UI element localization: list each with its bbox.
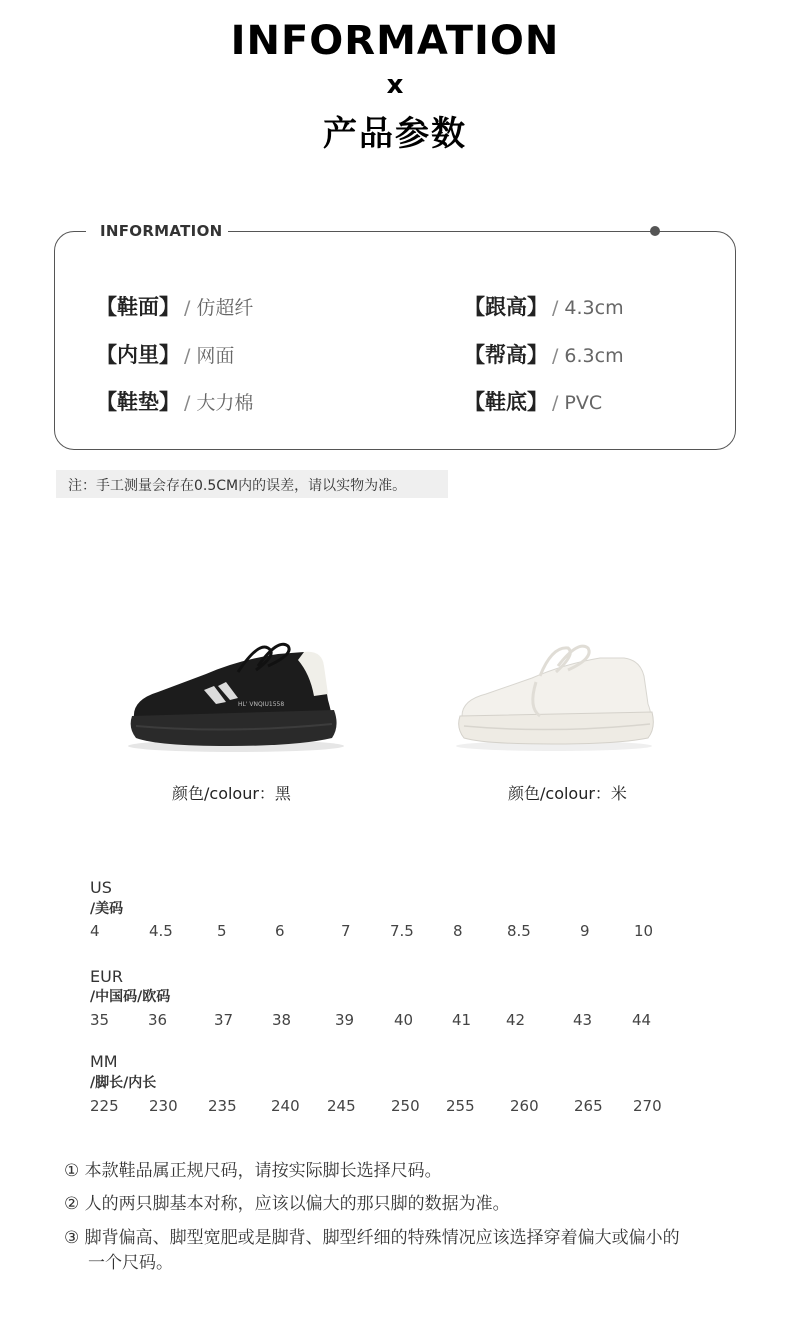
tip-item bbox=[64, 1158, 442, 1184]
size-mm-subheading: /脚长/内长 bbox=[90, 1075, 157, 1091]
spec-separator: / bbox=[552, 392, 559, 414]
svg-text:HL' VNQIU1558: HL' VNQIU1558 bbox=[238, 701, 285, 708]
size-mm-value: 245 bbox=[327, 1097, 356, 1115]
spec-value: 6.3cm bbox=[564, 345, 624, 367]
size-us-heading: US bbox=[90, 878, 112, 897]
size-eur-value: 44 bbox=[632, 1011, 652, 1029]
spec-key: 【内里】 bbox=[96, 343, 180, 367]
spec-key: 【鞋面】 bbox=[96, 295, 180, 319]
tip-item bbox=[64, 1225, 680, 1251]
size-us-value: 5 bbox=[217, 922, 227, 940]
size-mm-value: 260 bbox=[510, 1097, 539, 1115]
size-eur-value: 41 bbox=[452, 1011, 472, 1029]
size-eur-value: 40 bbox=[394, 1011, 414, 1029]
spec-insole bbox=[96, 386, 253, 416]
size-eur-value: 42 bbox=[506, 1011, 526, 1029]
size-us-value: 4 bbox=[90, 922, 100, 940]
size-mm-value: 270 bbox=[633, 1097, 662, 1115]
size-us-subheading: /美码 bbox=[90, 901, 124, 917]
spec-value: 网面 bbox=[196, 345, 235, 367]
tip-number: ③ bbox=[64, 1228, 80, 1248]
size-eur-value: 36 bbox=[148, 1011, 168, 1029]
title-separator: x bbox=[386, 70, 404, 100]
info-divider bbox=[228, 231, 655, 232]
spec-value: 大力棉 bbox=[196, 392, 254, 414]
size-mm-value: 225 bbox=[90, 1097, 119, 1115]
size-us-value: 7 bbox=[341, 922, 351, 940]
spec-value: PVC bbox=[564, 392, 603, 414]
tip-number: ① bbox=[64, 1161, 80, 1181]
size-us-value: 7.5 bbox=[390, 922, 414, 940]
tip-number: ② bbox=[64, 1194, 80, 1214]
size-mm-value: 250 bbox=[391, 1097, 420, 1115]
tip-text: 人的两只脚基本对称，应该以偏大的那只脚的数据为准。 bbox=[84, 1194, 510, 1214]
size-eur-subheading: /中国码/欧码 bbox=[90, 989, 171, 1005]
spec-separator: / bbox=[552, 297, 559, 319]
spec-separator: / bbox=[184, 297, 191, 319]
size-mm-value: 235 bbox=[208, 1097, 237, 1115]
colour-label-black: 颜色/colour：黑 bbox=[172, 784, 291, 803]
tip-text-continued: 一个尺码。 bbox=[88, 1253, 173, 1273]
size-mm-value: 265 bbox=[574, 1097, 603, 1115]
spec-value: 仿超纤 bbox=[196, 297, 254, 319]
size-mm-value: 230 bbox=[149, 1097, 178, 1115]
spec-key: 【帮高】 bbox=[464, 343, 548, 367]
tip-item bbox=[64, 1191, 510, 1217]
size-us-value: 6 bbox=[275, 922, 285, 940]
size-us-value: 9 bbox=[580, 922, 590, 940]
black-sneaker-image bbox=[118, 630, 348, 755]
note-text: 注：手工测量会存在0.5CM内的误差，请以实物为准。 bbox=[68, 478, 407, 494]
spec-upper-height bbox=[464, 339, 624, 369]
size-mm-heading: MM bbox=[90, 1052, 118, 1071]
spec-key: 【跟高】 bbox=[464, 295, 548, 319]
spec-upper bbox=[96, 291, 253, 321]
measurement-note bbox=[56, 470, 448, 498]
spec-heel-height bbox=[464, 291, 624, 321]
info-dot-icon bbox=[650, 226, 660, 236]
colour-label-beige: 颜色/colour：米 bbox=[508, 784, 627, 803]
size-us-value: 4.5 bbox=[149, 922, 173, 940]
size-us-value: 8 bbox=[453, 922, 463, 940]
beige-sneaker-image bbox=[448, 636, 658, 756]
spec-key: 【鞋垫】 bbox=[96, 390, 180, 414]
spec-separator: / bbox=[184, 392, 191, 414]
size-eur-heading: EUR bbox=[90, 967, 123, 986]
size-mm-value: 255 bbox=[446, 1097, 475, 1115]
page-title: INFORMATION bbox=[230, 18, 560, 64]
spec-sole bbox=[464, 386, 602, 416]
size-us-value: 10 bbox=[634, 922, 654, 940]
size-mm-value: 240 bbox=[271, 1097, 300, 1115]
size-eur-value: 35 bbox=[90, 1011, 110, 1029]
size-eur-value: 39 bbox=[335, 1011, 355, 1029]
spec-separator: / bbox=[184, 345, 191, 367]
size-us-value: 8.5 bbox=[507, 922, 531, 940]
size-eur-value: 38 bbox=[272, 1011, 292, 1029]
page-subtitle: 产品参数 bbox=[323, 114, 467, 154]
size-eur-value: 43 bbox=[573, 1011, 593, 1029]
tip-text: 本款鞋品属正规尺码，请按实际脚长选择尺码。 bbox=[84, 1161, 442, 1181]
spec-lining bbox=[96, 339, 234, 369]
size-eur-value: 37 bbox=[214, 1011, 234, 1029]
spec-value: 4.3cm bbox=[564, 297, 624, 319]
tip-text: 脚背偏高、脚型宽肥或是脚背、脚型纤细的特殊情况应该选择穿着偏大或偏小的 bbox=[84, 1228, 680, 1248]
spec-separator: / bbox=[552, 345, 559, 367]
spec-key: 【鞋底】 bbox=[464, 390, 548, 414]
info-label: INFORMATION bbox=[100, 222, 223, 240]
